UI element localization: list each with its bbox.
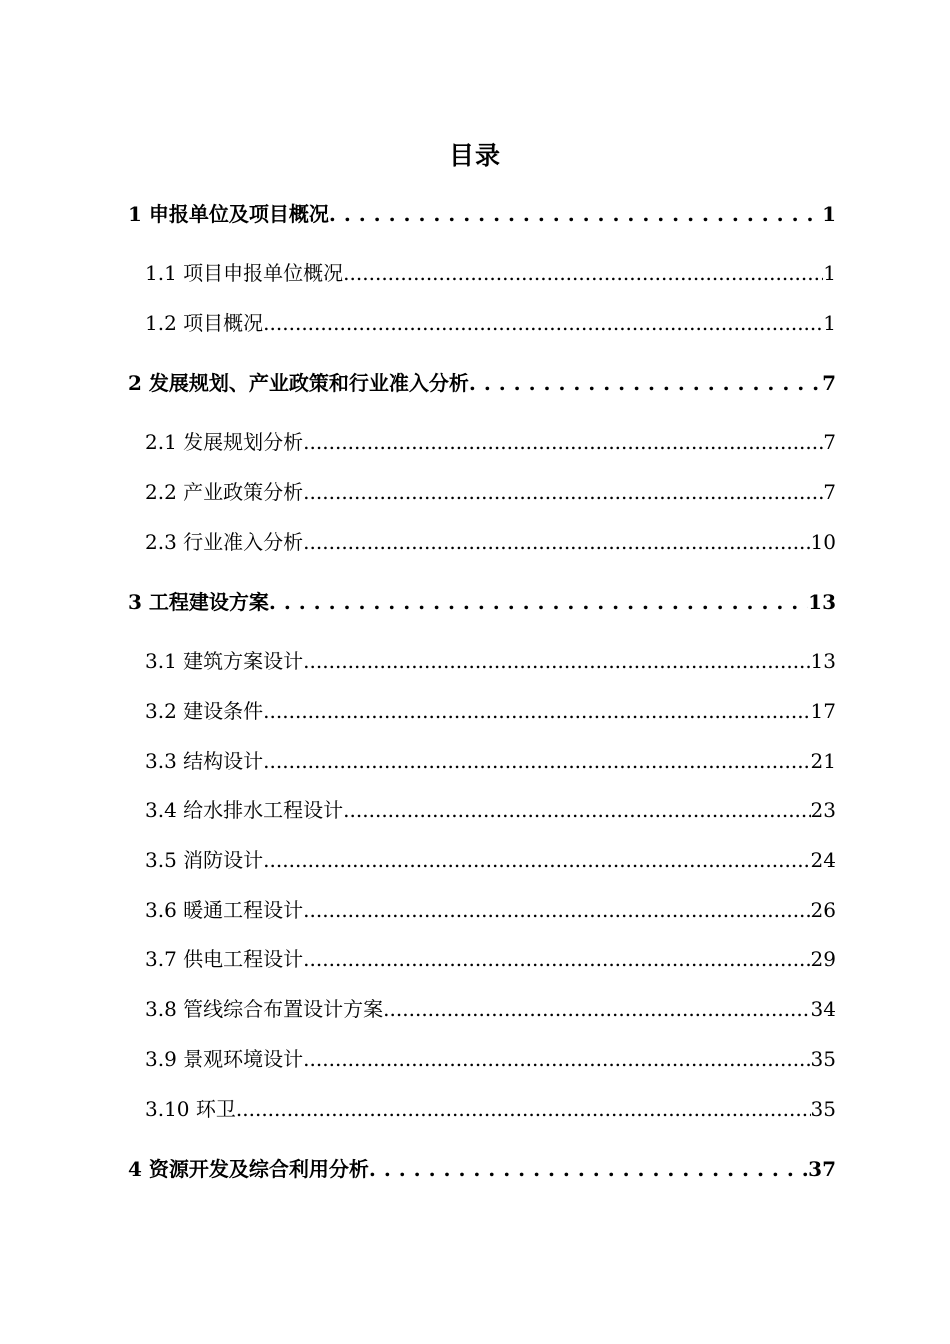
toc-dot-leader <box>263 696 810 726</box>
toc-entry[interactable] <box>145 795 836 825</box>
toc-dot-leader <box>303 646 810 676</box>
toc-dot-leader <box>269 587 808 617</box>
toc-entry[interactable] <box>145 845 836 875</box>
toc-dot-leader <box>236 1094 811 1124</box>
toc-page-number: 17 <box>810 699 836 723</box>
toc-dot-leader <box>343 795 810 825</box>
toc-page-number: 26 <box>810 898 836 922</box>
toc-page-number: 7 <box>822 371 836 395</box>
toc-page-number: 37 <box>808 1157 836 1181</box>
toc-entry-label: 1.2 项目概况 <box>145 311 264 335</box>
toc-entry-label: 1.1 项目申报单位概况 <box>145 261 344 285</box>
toc-entry[interactable] <box>145 527 836 557</box>
toc-entry-label: 3.3 结构设计 <box>145 749 264 773</box>
toc-page-number: 7 <box>823 430 836 454</box>
toc-page-number: 29 <box>810 947 836 971</box>
toc-entry[interactable] <box>128 587 836 617</box>
toc-entry[interactable] <box>128 368 836 398</box>
toc-entry-label: 3.2 建设条件 <box>145 699 264 723</box>
toc-entry-label: 3.4 给水排水工程设计 <box>145 798 344 822</box>
toc-entry[interactable] <box>128 1154 836 1184</box>
toc-title: 目录 <box>448 141 501 170</box>
toc-entry[interactable] <box>145 1094 836 1124</box>
toc-entry-label: 3.9 景观环境设计 <box>145 1047 304 1071</box>
toc-page-number: 13 <box>808 590 836 614</box>
toc-dot-leader <box>303 527 810 557</box>
toc-entry[interactable] <box>145 746 836 776</box>
toc-page-number: 34 <box>810 997 836 1021</box>
toc-entry[interactable] <box>145 308 836 338</box>
toc-dot-leader <box>303 477 823 507</box>
toc-page-number: 23 <box>810 798 836 822</box>
toc-entry[interactable] <box>145 1044 836 1074</box>
toc-page-number: 1 <box>822 202 836 226</box>
toc-dot-leader <box>303 1044 810 1074</box>
toc-dot-leader <box>329 199 822 229</box>
toc-entry-label: 4 资源开发及综合利用分析 <box>128 1157 369 1181</box>
toc-entry-label: 3.6 暖通工程设计 <box>145 898 304 922</box>
toc-entry-label: 2.2 产业政策分析 <box>145 480 304 504</box>
toc-page-number: 10 <box>810 530 836 554</box>
toc-page-number: 1 <box>823 261 836 285</box>
toc-dot-leader <box>343 258 823 288</box>
toc-page-number: 24 <box>810 848 836 872</box>
toc-entry-label: 1 申报单位及项目概况 <box>128 202 329 226</box>
toc-entry-label: 2.1 发展规划分析 <box>145 430 304 454</box>
toc-page-number: 7 <box>823 480 836 504</box>
toc-entry-label: 3.7 供电工程设计 <box>145 947 304 971</box>
toc-entry-label: 3.10 环卫 <box>145 1097 236 1121</box>
toc-entry[interactable] <box>145 944 836 974</box>
toc-entry[interactable] <box>145 696 836 726</box>
toc-dot-leader <box>383 994 810 1024</box>
toc-entry[interactable] <box>145 646 836 676</box>
toc-entry-label: 3 工程建设方案 <box>128 590 269 614</box>
toc-dot-leader <box>303 944 810 974</box>
toc-entry-label: 2 发展规划、产业政策和行业准入分析 <box>128 371 469 395</box>
toc-dot-leader <box>263 845 810 875</box>
toc-entry-label: 3.1 建筑方案设计 <box>145 649 304 673</box>
toc-page-number: 13 <box>810 649 836 673</box>
toc-dot-leader <box>303 895 810 925</box>
toc-dot-leader <box>303 427 823 457</box>
toc-entry-label: 3.8 管线综合布置设计方案 <box>145 997 384 1021</box>
toc-dot-leader <box>369 1154 808 1184</box>
toc-entry[interactable] <box>145 258 836 288</box>
toc-entry-label: 2.3 行业准入分析 <box>145 530 304 554</box>
toc-entry[interactable] <box>145 427 836 457</box>
toc-page-number: 1 <box>823 311 836 335</box>
toc-dot-leader <box>263 308 823 338</box>
toc-entry[interactable] <box>145 895 836 925</box>
toc-dot-leader <box>263 746 810 776</box>
toc-page-number: 21 <box>810 749 836 773</box>
toc-entry[interactable] <box>145 477 836 507</box>
toc-entry[interactable] <box>145 994 836 1024</box>
toc-entry[interactable] <box>128 199 836 229</box>
toc-page-number: 35 <box>810 1097 836 1121</box>
toc-entry-label: 3.5 消防设计 <box>145 848 264 872</box>
toc-page-number: 35 <box>810 1047 836 1071</box>
toc-dot-leader <box>469 368 822 398</box>
